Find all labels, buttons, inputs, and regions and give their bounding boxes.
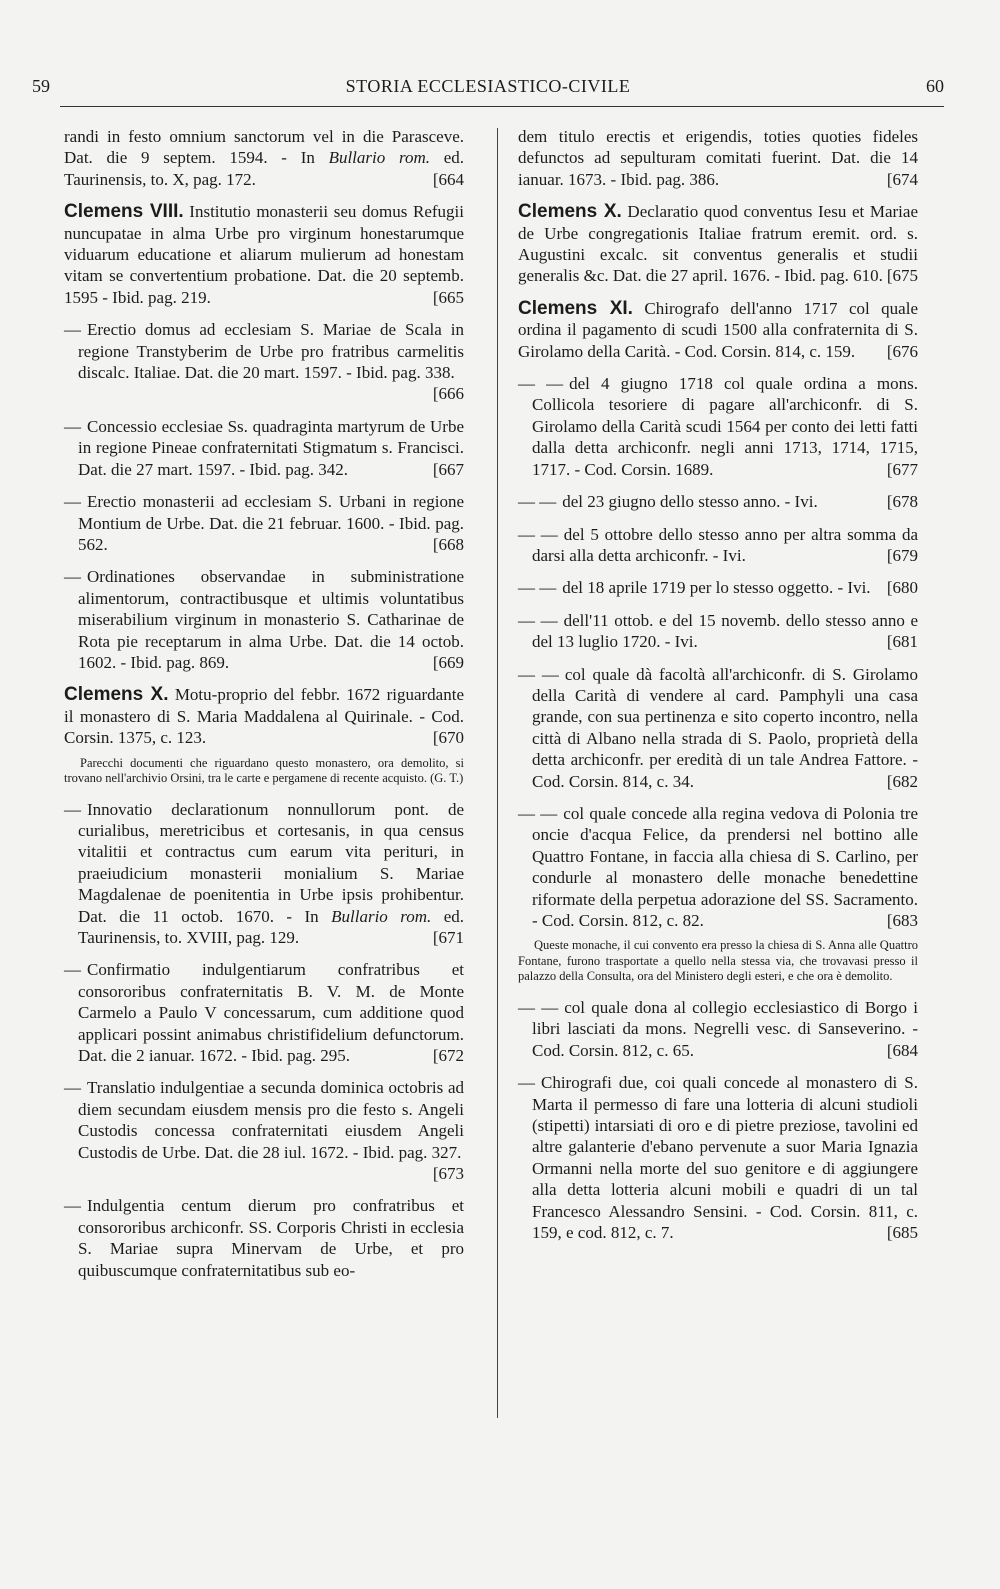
entry-text: Declaratio quod conventus Iesu et Mariae de Urbe congregationis Italiae fratrum eremit. ord. s. Augustini excalc. sit conventus generalis et studii generalis &c. Dat. die 27 april. 1676. - Ibid. pag. 610.	[518, 202, 918, 286]
entry-text: col quale dà facoltà all'archiconfr. di S. Girolamo della Carità di vendere al card. Pamphyli una casa grande, con sua pertinenza e sito coperto incontro, nella città di Albano nella strada di S. Paolo, proprietà della detta archiconfr. per eredità di un tale Andrea Fattore. - Cod. Corsin. 814, c. 34.	[532, 664, 918, 791]
catalog-entry	[64, 491, 464, 555]
ditto-dash: —	[64, 320, 81, 340]
pope-name: Clemens XI.	[518, 297, 633, 319]
catalog-entry	[518, 126, 918, 190]
entry-text-continued: ed. Taurinensis, to. XVIII, pag. 129.	[78, 906, 464, 947]
entry-text: Erectio domus ad ecclesiam S. Mariae de Scala in regione Transtyberim de Urbe pro fratribus carmelitis discalc. Italiae. Dat. die 20 mart. 1597. - Ibid. pag. 338.	[78, 320, 464, 383]
entry-text: dell'11 ottob. e del 15 novemb. dello stesso anno e del 13 luglio 1720. - Ivi.	[532, 610, 919, 652]
catalog-entry	[518, 201, 918, 287]
entry-number: [667	[432, 459, 464, 479]
ditto-dash: —	[64, 492, 81, 512]
running-title: STORIA ECCLESIASTICO-CIVILE	[345, 76, 631, 96]
entry-number: [685	[886, 1222, 918, 1242]
ditto-dash: —	[518, 1073, 535, 1093]
entry-number: [675	[886, 266, 918, 286]
ditto-dash: — —	[518, 374, 564, 394]
catalog-entry	[64, 799, 464, 949]
footnote: Parecchi documenti che riguardano questo monastero, ora demolito, si trovano nell'archivio Orsini, tra le carte e pergamene di recente acquisto. (G. T.)	[64, 755, 464, 786]
entry-text: del 23 giugno dello stesso anno. - Ivi.	[562, 492, 818, 512]
catalog-entry	[518, 997, 918, 1061]
entry-text: del 4 giugno 1718 col quale ordina a mons. Collicola tesoriere di pagare all'archiconfr. di S. Girolamo della Carità scudi 1564 per conto dei letti fatti dalla detta archiconfr. negli anni 1713, 1714, 1715, 1717. - Cod. Corsin. 1689.	[532, 374, 919, 479]
entry-text: Erectio monasterii ad ecclesiam S. Urbani in regione Montium de Urbe. Dat. die 21 februar. 1600. - Ibid. pag. 562.	[78, 492, 464, 554]
ditto-dash: — —	[518, 492, 557, 512]
catalog-entry	[64, 416, 464, 480]
catalog-entry	[64, 1077, 464, 1184]
entry-text: del 18 aprile 1719 per lo stesso oggetto. - Ivi.	[562, 578, 871, 598]
entry-number: [668	[432, 534, 464, 554]
catalog-entry	[518, 577, 918, 598]
catalog-entry	[518, 373, 918, 480]
entry-number: [683	[886, 911, 918, 930]
ditto-dash: — —	[518, 803, 558, 823]
entry-text: del 5 ottobre dello stesso anno per altra somma da darsi alla detta archiconfr. - Ivi.	[532, 524, 919, 565]
entry-number: [682	[886, 771, 918, 791]
entry-text: Concessio ecclesiae Ss. quadraginta martyrum de Urbe in regione Pineae confraternitati Stigmatum s. Francisci. Dat. die 27 mart. 1597. - Ibid. pag. 342.	[78, 416, 464, 479]
ditto-dash: —	[64, 799, 81, 819]
work-title: Bullario rom.	[331, 906, 432, 926]
ditto-dash: —	[64, 960, 81, 980]
entry-text: Ordinationes observandae in subministratione alimentorum, contractibusque et ultimis voluntatibus miserabilium virginum in monasterio S. Catharinae de Rota pie receptarum in alma Urbe. Dat. die 14 octob. 1602. - Ibid. pag. 869.	[78, 567, 464, 672]
entry-text: randi in festo omnium sanctorum vel in die Parasceve. Dat. die 9 septem. 1594. - In	[64, 127, 464, 168]
catalog-entry	[518, 803, 918, 931]
running-header	[32, 76, 944, 100]
entry-number: [680	[886, 578, 918, 598]
ditto-dash: — —	[518, 524, 558, 544]
entry-number: [670	[432, 728, 464, 748]
ditto-dash: — —	[518, 610, 558, 630]
entry-number: [665	[432, 287, 464, 307]
ditto-dash: — —	[518, 578, 557, 598]
entry-text-continued: ed. Taurinensis, to. X, pag. 172.	[64, 148, 464, 189]
footnote: Queste monache, il cui convento era presso la chiesa di S. Anna alle Quattro Fontane, furono trasportate a quello nella stessa via, che trovavasi presso il palazzo della Consulta, ora del Ministero degli esteri, e che ora è demolito.	[518, 938, 918, 984]
column-divider	[497, 128, 498, 1418]
work-title: Bullario rom.	[328, 148, 430, 168]
entry-number: [672	[432, 1046, 464, 1066]
entry-text: col quale dona al collegio ecclesiastico di Borgo i libri lasciati da mons. Negrelli vesc. di Sanseverino. - Cod. Corsin. 812, c. 65.	[532, 997, 918, 1060]
catalog-entry	[518, 298, 918, 362]
catalog-entry	[518, 610, 918, 653]
entry-number: [678	[886, 492, 918, 512]
entry-text: Chirografo dell'anno 1717 col quale ordina il pagamento di scudi 1500 alla confraternita di S. Girolamo della Carità. - Cod. Corsin. 814, c. 159.	[518, 298, 918, 361]
page-number-left: 59	[32, 76, 50, 96]
left-column	[64, 126, 464, 1292]
pope-name: Clemens VIII.	[64, 201, 184, 223]
catalog-entry	[64, 201, 464, 308]
header-rule	[60, 106, 944, 107]
catalog-entry	[64, 684, 464, 748]
catalog-entry	[518, 491, 918, 512]
entry-text: Institutio monasterii seu domus Refugii nuncupatae in alma Urbe pro virginum honestarumque viduarum educatione et aliarum mulierum ad honestam vitam se convertentium probatione. Dat. die 20 septemb. 1595 - Ibid. pag. 219.	[64, 202, 464, 307]
catalog-entry	[518, 1072, 918, 1243]
page-number-right: 60	[926, 76, 944, 96]
entry-text: Chirografi due, coi quali concede al monastero di S. Marta il permesso di fare una lotteria di alcuni studioli (stipetti) intarsiati di oro e di pietre preziose, tavolini ed altre galanterie d'ebano pervenute a suor Maria Ignazia Ormanni nella morte del suo genitore e di aggiungere alla detta lotteria alcuni mobili e quadri di un tal Francesco Alessandro Sensini. - Cod. Corsin. 811, c. 159, e cod. 812, c. 7.	[532, 1073, 918, 1242]
entry-text: Motu-proprio del febbr. 1672 riguardante il monastero di S. Maria Maddalena al Quirinale. - Cod. Corsin. 1375, c. 123.	[64, 685, 464, 748]
ditto-dash: —	[64, 1196, 81, 1216]
pope-name: Clemens X.	[64, 684, 169, 706]
entry-number: [676	[886, 341, 918, 361]
entry-text: Innovatio declarationum nonnullorum pont. de curialibus, meretricibus et cortesanis, in qua census vitalitii et contractus cum earum vita periturі, in praeiudicium monasterii monialium S. Mariae Magdalenae de poenitentia in Urbe ipsis prohibentur. Dat. die 11 octob. 1670. - In	[78, 799, 464, 926]
ditto-dash: —	[64, 567, 81, 587]
ditto-dash: — —	[518, 664, 559, 684]
entry-number: [673	[432, 1164, 464, 1184]
entry-number: [666	[432, 384, 464, 404]
ditto-dash: —	[64, 416, 81, 436]
entry-number: [674	[886, 169, 918, 189]
right-column	[518, 126, 918, 1254]
entry-number: [679	[886, 545, 918, 565]
catalog-entry	[64, 1195, 464, 1281]
entry-number: [664	[432, 169, 464, 189]
entry-text: Confirmatio indulgentiarum confratribus et consororibus confraternitatis B. V. M. de Monte Carmelo a Paulo V concessarum, cum additione quod applicari possint animabus christifidelium defunctorum. Dat. die 2 ianuar. 1672. - Ibid. pag. 295.	[78, 960, 464, 1066]
catalog-entry	[64, 959, 464, 1066]
entry-text: Translatio indulgentiae a secunda dominica octobris ad diem secundam eiusdem mensis pro die festo s. Angeli Custodis concessa confraternitati eiusdem Angeli Custodis de Urbe. Dat. die 28 iul. 1672. - Ibid. pag. 327.	[78, 1078, 464, 1162]
catalog-entry	[518, 664, 918, 792]
entry-number: [677	[886, 459, 918, 479]
entry-number: [684	[886, 1040, 918, 1060]
catalog-entry	[64, 319, 464, 405]
catalog-entry	[64, 126, 464, 190]
pope-name: Clemens X.	[518, 201, 622, 223]
entry-text: dem titulo erectis et erigendis, toties quoties fideles defunctos ad sepulturam comitati fuerint. Dat. die 14 ianuar. 1673. - Ibid. pag. 386.	[518, 127, 918, 189]
entry-text: Indulgentia centum dierum pro confratribus et consororibus archiconfr. SS. Corporis Christi in ecclesia S. Mariae supra Minervam de Urbe, et pro quibuscumque confraternitatibus sub eo-	[78, 1196, 464, 1280]
entry-number: [681	[886, 632, 918, 652]
entry-number: [669	[432, 652, 464, 672]
ditto-dash: — —	[518, 997, 559, 1017]
catalog-entry	[518, 524, 918, 567]
entry-number: [671	[432, 928, 464, 947]
catalog-entry	[64, 566, 464, 673]
entry-text: col quale concede alla regina vedova di Polonia tre oncie d'acqua Felice, da prendersi nel bottino alle Quattro Fontane, in faccia alla chiesa di S. Carlino, per condurle al monastero delle monache benedettine riformate della perpetua adorazione del SS. Sacramento. - Cod. Corsin. 812, c. 82.	[532, 803, 918, 930]
ditto-dash: —	[64, 1078, 81, 1098]
